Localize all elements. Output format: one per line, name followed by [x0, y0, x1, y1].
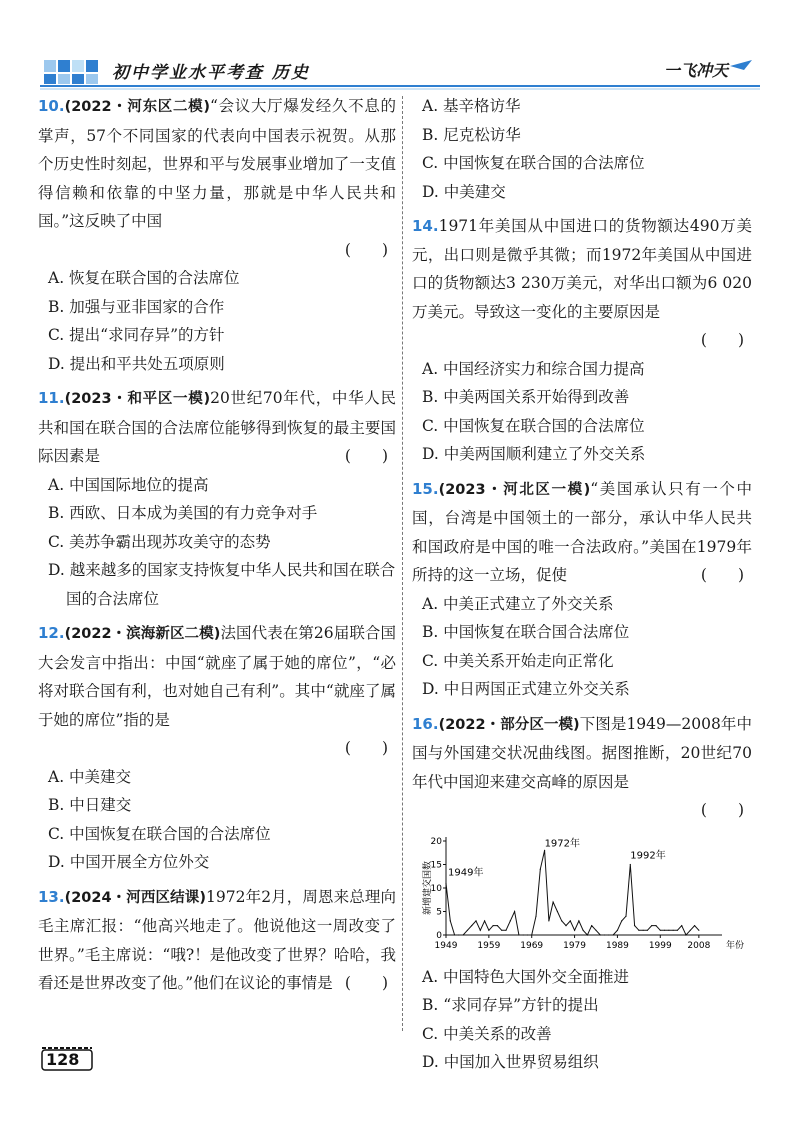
data-point	[647, 929, 648, 930]
grid-pattern-icon	[44, 60, 98, 84]
data-point	[574, 929, 575, 930]
diplomacy-chart	[416, 831, 745, 961]
option-c[interactable]: C. 中美关系的改善	[422, 1024, 552, 1043]
question-source: (2022・部分区一模)	[438, 716, 580, 733]
question-number: 14.	[412, 217, 439, 235]
data-point	[668, 929, 669, 930]
data-point	[595, 929, 596, 930]
question-stem	[38, 883, 396, 998]
chart-svg	[416, 831, 745, 961]
data-point	[514, 910, 515, 911]
option-c[interactable]: C. 中美关系开始走向正常化	[422, 651, 614, 670]
data-point	[604, 934, 605, 935]
question-source: (2022・河东区二模)	[64, 99, 210, 115]
data-point	[488, 929, 489, 930]
question-text: 1971年美国从中国进口的货物额达490万美元，出口则是微乎其微；而1972年美国从中国进口的货物额达3 230万美元，对华出口额为6 020万美元。导致这一变化的主要原因是	[412, 217, 752, 321]
question-number: 16.	[412, 714, 439, 733]
option-c[interactable]: C. 中国恢复在联合国的合法席位	[48, 824, 271, 843]
data-point	[540, 868, 541, 869]
brand-logo: 一飞冲天	[664, 61, 729, 80]
series-line	[446, 850, 699, 935]
data-point	[681, 925, 682, 926]
data-point	[660, 929, 661, 930]
question-source: (2023・河北区一模)	[438, 481, 591, 498]
data-point	[480, 929, 481, 930]
data-point	[445, 882, 446, 883]
header-title: 初中学业水平考查 历史	[112, 63, 310, 83]
option-d[interactable]: D. 中日两国正式建立外交关系	[422, 680, 630, 698]
option-a[interactable]: A. 中美正式建立了外交关系	[422, 594, 614, 613]
question-text: 下图是1949—2008年中国与外国建交状况曲线图。据图推断，20世纪70年代中国迎来建交高峰的原因是	[412, 714, 752, 791]
answer-blank[interactable]: ( )	[344, 974, 388, 992]
x-tick-label: 1979	[563, 940, 587, 951]
page-number: 128	[46, 1050, 80, 1069]
data-point	[578, 920, 579, 921]
question-stem	[38, 384, 396, 471]
question-source: (2022・滨海新区二模)	[64, 626, 221, 642]
data-point	[613, 934, 614, 935]
data-point	[587, 934, 588, 935]
option-c[interactable]: C. 中国恢复在联合国的合法席位	[422, 416, 645, 435]
question-source: (2023・和平区一模)	[64, 391, 211, 407]
x-tick-label: 1989	[605, 940, 629, 951]
data-point	[505, 929, 506, 930]
data-point	[673, 929, 674, 930]
data-point	[630, 863, 631, 864]
option-d[interactable]: D. 中美两国顺利建立了外交关系	[422, 445, 646, 463]
data-point	[557, 910, 558, 911]
annotation-label: 1992年	[630, 850, 666, 861]
x-tick-label: 1969	[520, 940, 544, 951]
question-text: “美国承认只有一个中国，台湾是中国领土的一部分，承认中华人民共和国政府是中国的唯一合法政府。”美国在1979年所持的这一立场，促使	[412, 479, 752, 584]
answer-blank[interactable]: ( )	[344, 240, 388, 259]
data-point	[497, 925, 498, 926]
answer-blank[interactable]: ( )	[344, 447, 388, 465]
column-divider	[402, 96, 403, 1031]
question-text: 20世纪70年代，中华人民共和国在联合国的合法席位能够得到恢复的最主要国际因素是	[38, 389, 396, 465]
question-15	[412, 475, 752, 704]
option-d[interactable]: D. 中国开展全方位外交	[48, 853, 210, 871]
data-point	[583, 929, 584, 930]
option-d[interactable]: D. 提出和平共处五项原则	[48, 354, 225, 373]
question-stem	[412, 475, 752, 590]
option-b[interactable]: B. 西欧、日本成为美国的有力竞争对手	[48, 504, 318, 522]
data-point	[548, 920, 549, 921]
option-b[interactable]: B. 尼克松访华	[422, 125, 521, 144]
answer-blank[interactable]: ( )	[700, 801, 744, 819]
data-point	[510, 920, 511, 921]
x-tick-label: 1959	[477, 940, 501, 951]
answer-blank[interactable]: ( )	[344, 739, 388, 757]
question-source: (2024・河西区结课)	[64, 889, 207, 906]
data-point	[523, 934, 524, 935]
question-12	[38, 619, 396, 877]
y-tick-label: 15	[430, 860, 442, 870]
answer-blank[interactable]: ( )	[700, 331, 744, 349]
data-point	[690, 929, 691, 930]
option-a[interactable]: A. 中国经济实力和综合国力提高	[422, 359, 645, 378]
data-point	[570, 920, 571, 921]
question-stem	[38, 92, 396, 236]
data-point	[591, 925, 592, 926]
data-point	[655, 925, 656, 926]
data-point	[694, 925, 695, 926]
option-d[interactable]: D. 中国加入世界贸易组织	[422, 1053, 599, 1071]
data-point	[501, 929, 502, 930]
option-a[interactable]: A. 中国国际地位的提高	[48, 475, 209, 494]
question-14	[412, 212, 752, 469]
data-point	[463, 934, 464, 935]
option-b[interactable]: B. 中国恢复在联合国合法席位	[422, 623, 630, 641]
data-point	[471, 925, 472, 926]
data-point	[458, 934, 459, 935]
y-tick-label: 20	[430, 836, 442, 847]
answer-blank[interactable]: ( )	[700, 566, 744, 584]
x-axis-label: 年份	[726, 940, 745, 951]
option-d[interactable]: D. 中美建交	[422, 182, 506, 201]
data-point	[535, 915, 536, 916]
question-stem	[412, 212, 752, 326]
question-text: 1972年2月，周恩来总理向毛主席汇报：“他高兴地走了。他说他这一周改变了世界。”毛主席说：“哦?！是他改变了世界？哈哈，我看还是世界改变了他。”他们在议论的事情是	[38, 887, 396, 992]
option-a[interactable]: A. 基辛格访华	[422, 97, 521, 115]
data-point	[638, 929, 639, 930]
question-text: “会议大厅爆发经久不息的掌声，57个不同国家的代表向中国表示祝贺。从那个历史性时刻起，世界和平与发展事业增加了一支值得信赖和依靠的中坚力量，那就是中华人民共和国。”这反映了中国	[38, 97, 396, 230]
right-column	[412, 92, 752, 1083]
question-13-options	[412, 92, 752, 206]
option-c[interactable]: C. 提出“求同存异”的方针	[48, 326, 225, 344]
data-point	[617, 929, 618, 930]
y-tick-label: 0	[436, 930, 442, 941]
data-point	[625, 915, 626, 916]
data-point	[621, 920, 622, 921]
y-tick-label: 5	[436, 907, 442, 917]
question-number: 10.	[38, 97, 65, 115]
x-tick-label: 1999	[648, 940, 672, 951]
annotation-label: 1949年	[448, 866, 484, 878]
option-a[interactable]: A. 中国特色大国外交全面推进	[422, 967, 630, 986]
question-stem	[38, 619, 396, 734]
data-point	[454, 934, 455, 935]
data-point	[600, 934, 601, 935]
page-header	[0, 0, 800, 92]
question-11	[38, 384, 396, 613]
data-point	[553, 901, 554, 902]
brand-wing-icon	[730, 60, 752, 70]
data-point	[544, 849, 545, 850]
data-point	[664, 929, 665, 930]
data-point	[634, 925, 635, 926]
data-point	[527, 934, 528, 935]
y-tick-label: 10	[430, 883, 442, 894]
x-tick-label: 1949	[434, 940, 458, 951]
data-point	[698, 929, 699, 930]
question-10	[38, 92, 396, 378]
data-point	[450, 920, 451, 921]
data-point	[677, 929, 678, 930]
data-point	[561, 920, 562, 921]
data-point	[484, 920, 485, 921]
option-d[interactable]: D. 越来越多的国家支持恢复中华人民共和国在联合国的合法席位	[48, 561, 396, 608]
option-c[interactable]: C. 美苏争霸出现苏攻美守的态势	[48, 532, 271, 551]
option-b[interactable]: B. 中日建交	[48, 796, 132, 814]
question-stem	[412, 710, 752, 797]
option-a[interactable]: A. 中美建交	[48, 767, 132, 786]
annotation-label: 1972年	[544, 837, 581, 849]
question-text: 法国代表在第26届联合国大会发言中指出：中国“就座了属于她的席位”，“必将对联合国有利，也对她自己有利”。其中“就座了属于她的席位”指的是	[38, 624, 396, 729]
y-axis-label: 新增建交国数	[423, 860, 433, 915]
data-point	[608, 934, 609, 935]
left-column	[38, 92, 396, 1004]
question-number: 13.	[38, 887, 65, 906]
data-point	[685, 934, 686, 935]
option-b[interactable]: B. “求同存异”方针的提出	[422, 996, 599, 1014]
data-point	[565, 925, 566, 926]
option-a[interactable]: A. 恢复在联合国的合法席位	[48, 269, 240, 287]
data-point	[493, 925, 494, 926]
data-point	[531, 934, 532, 935]
option-c[interactable]: C. 中国恢复在联合国的合法席位	[422, 154, 645, 172]
data-point	[475, 920, 476, 921]
question-number: 15.	[412, 479, 439, 498]
question-number: 11.	[38, 389, 65, 407]
option-b[interactable]: B. 加强与亚非国家的合作	[48, 297, 225, 316]
x-tick-label: 2008	[687, 940, 711, 951]
data-point	[651, 925, 652, 926]
question-13	[38, 883, 396, 998]
data-point	[467, 929, 468, 930]
data-point	[518, 934, 519, 935]
question-number: 12.	[38, 624, 65, 642]
data-point	[643, 929, 644, 930]
question-16	[412, 710, 752, 1077]
option-b[interactable]: B. 中美两国关系开始得到改善	[422, 388, 630, 406]
